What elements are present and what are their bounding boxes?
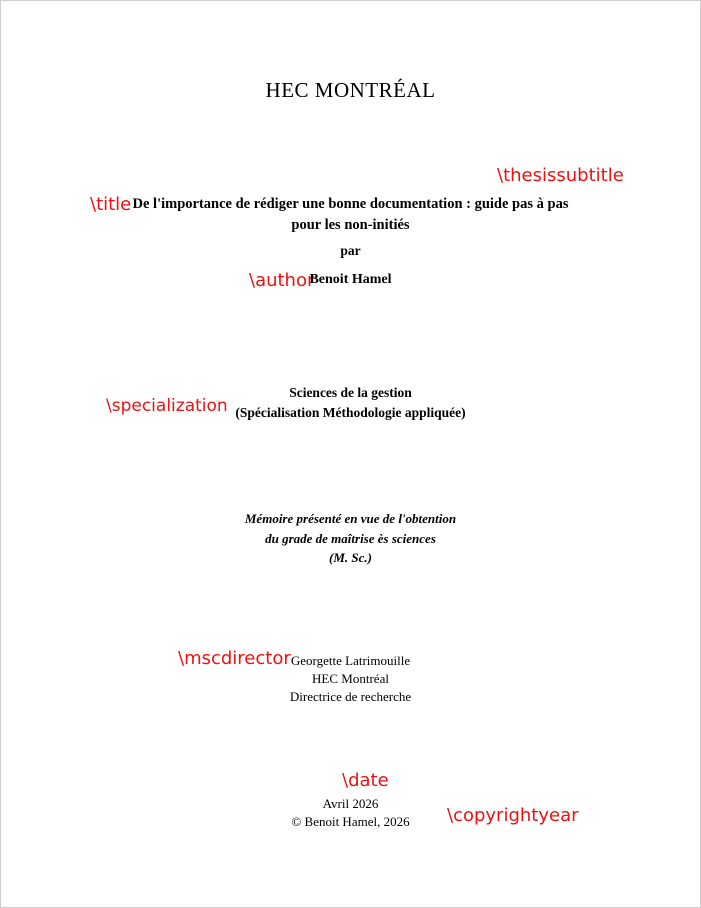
date-block	[0, 795, 701, 831]
degree-line-2: du grade de maîtrise ès sciences	[265, 530, 436, 546]
specialization-line-2: (Spécialisation Méthodologie appliquée)	[235, 404, 466, 420]
director-affiliation: HEC Montréal	[312, 670, 389, 686]
macro-title: \title	[90, 194, 132, 215]
macro-date: \date	[342, 770, 389, 791]
director-block	[0, 652, 701, 706]
macro-specialization: \specialization	[106, 396, 228, 416]
publication-date: Avril 2026	[322, 796, 379, 811]
macro-author: \author	[249, 270, 315, 291]
author-name: Benoit Hamel	[309, 272, 392, 287]
director-role: Directrice de recherche	[289, 688, 412, 704]
by-label: par	[340, 243, 361, 258]
thesis-title: De l'importance de rédiger une bonne documentation : guide pas à pas pour les non-initiés	[132, 196, 569, 234]
macro-mscdirector: \mscdirector	[178, 648, 291, 669]
degree-statement	[0, 509, 701, 568]
macro-copyrightyear: \copyrightyear	[447, 805, 579, 826]
degree-line-3: (M. Sc.)	[329, 550, 372, 565]
institution-name: HEC MONTRÉAL	[265, 78, 436, 102]
specialization-line-1: Sciences de la gestion	[289, 385, 412, 400]
specialization-block	[0, 383, 701, 422]
degree-line-1: Mémoire présenté en vue de l'obtention	[244, 511, 457, 526]
director-name: Georgette Latrimouille	[290, 653, 411, 668]
macro-thesissubtitle: \thesissubtitle	[497, 165, 624, 186]
copyright-line: © Benoit Hamel, 2026	[291, 814, 410, 830]
